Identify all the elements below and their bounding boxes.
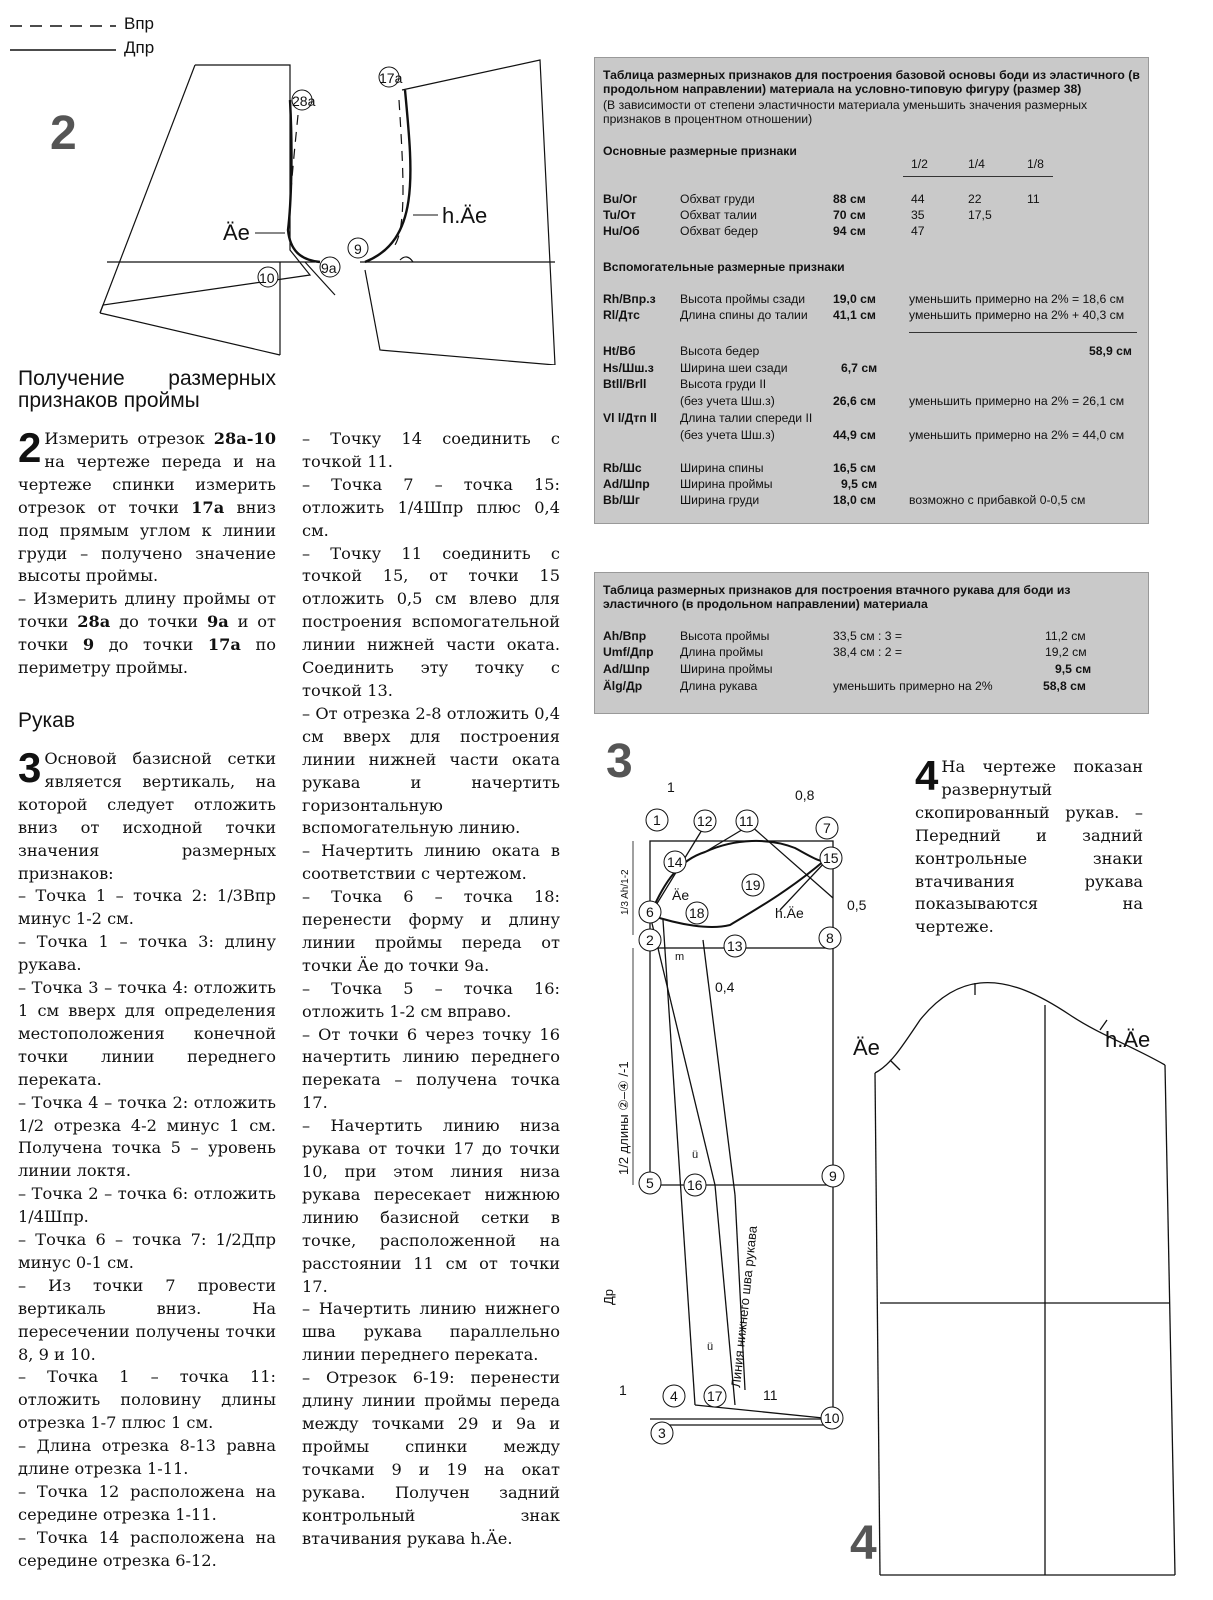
step-m11: – Отрезок 6-19: перенести длину линии проймы переда между точками 29 и 9a и проймы спинки между точками 9 и 19 на окат рукава. Получен задний контрольный знак втачивания рукава h.Äe. [302, 1368, 560, 1548]
svg-text:11: 11 [763, 1387, 778, 1403]
fig2-label-17a: 17a [379, 70, 403, 86]
legend-vpr: Впр [124, 14, 154, 33]
para-2b: – Измерить длину проймы от точки 28a до точки 9a и от точки 9 до точки 17a по периметру проймы. [18, 589, 276, 678]
svg-text:1: 1 [619, 1382, 627, 1398]
figure-2-number: 2 [50, 107, 77, 160]
step-l9: – Длина отрезка 8-13 равна длине отрезка 1-11. [18, 1436, 276, 1479]
svg-text:3: 3 [658, 1425, 666, 1441]
step-m9: – Начертить линию низа рукава от точки 17 до точки 10, при этом линия низа рукава пересекает нижнюю линию базисной сетки в точке, расположенной на расстоянии 11 см от точки 17. [302, 1116, 560, 1296]
svg-text:1: 1 [653, 812, 661, 828]
svg-text:10: 10 [824, 1410, 840, 1426]
para-4-initial: 4 [915, 752, 939, 799]
svg-text:19: 19 [745, 877, 761, 893]
fig4-label-ae: Äe [853, 1035, 880, 1060]
svg-text:Äe: Äe [672, 887, 690, 903]
svg-text:17: 17 [707, 1388, 723, 1404]
step-l11: – Точка 14 расположена на середине отрезка 6-12. [18, 1527, 276, 1570]
step-l6: – Точка 6 – точка 7: 1/2Дпр минус 0-1 см. [18, 1230, 276, 1272]
fig2-label-9a: 9a [321, 260, 337, 276]
table1-title: Таблица размерных признаков для построения базовой основы боди из эластичного (в продольном направлении) материала на условно-типовую фигуру (размер 38) [603, 68, 1140, 96]
heading-sleeve: Рукав [18, 709, 75, 732]
para-3-initial: 3 [18, 744, 42, 791]
svg-text:15: 15 [823, 850, 839, 866]
para-2: 2 Измерить отрезок 28a-10 на чертеже переда и на чертеже спинки измерить отрезок от точки 17a вниз под прямым углом к линии груди – получено значение высоты проймы. [18, 424, 276, 586]
figure-2-drawing [95, 55, 565, 365]
step-l10: – Точка 12 расположена на середине отрезка 1-11. [18, 1482, 276, 1524]
figure-4-drawing [845, 975, 1205, 1595]
step-m1: – Точку 14 соединить с точкой 11. [302, 429, 560, 471]
fig2-label-10: 10 [259, 270, 275, 286]
svg-text:1/3 Ah/1-2: 1/3 Ah/1-2 [620, 869, 631, 915]
table-sleeve-measurements: Таблица размерных признаков для построения втачного рукава для боди из эластичного (в продольном направлении) материала Ah/Впр Высота проймы 33,5 см : 3 = 11,2 см Umf/Дпр Длина проймы 38,4 см : 2 = 19,2 см Ad/Шпр Ширина проймы 9,5 см Älg/Др Длина рукава уменьшить примерно на 2% 58,8 см [594, 572, 1149, 714]
figure-3-number: 3 [606, 735, 633, 788]
legend-dpr: Дпр [124, 38, 155, 57]
svg-text:4: 4 [670, 1388, 678, 1404]
table1-main-head: Основные размерные признаки [603, 144, 797, 158]
svg-text:8: 8 [826, 930, 834, 946]
svg-text:13: 13 [727, 938, 743, 954]
step-m8: – От точки 6 через точку 16 начертить линию переднего переката – получена точка 17. [302, 1024, 560, 1113]
svg-text:0,5: 0,5 [847, 897, 867, 913]
middle-column-text [302, 428, 560, 1550]
step-l3: – Точка 3 – точка 4: отложить 1 см вверх для определения местоположения конечной точки линии переднего переката. [18, 978, 276, 1089]
svg-text:7: 7 [823, 820, 831, 836]
svg-text:9: 9 [829, 1168, 837, 1184]
svg-text:6: 6 [646, 904, 654, 920]
svg-text:m: m [675, 951, 685, 963]
step-m3: – Точку 11 соединить с точкой 15, от точки 15 отложить 0,5 см влево для построения вспомогательной линии нижней части оката. Соединить эту точку с точкой 13. [302, 543, 560, 700]
figure-4-text: 4 На чертеже показан развернутый скопированный рукав. – Передний и задний контрольные знаки втачивания рукава показываются на чертеже. [915, 752, 1143, 937]
svg-text:Линия нижнего шва рукава: Линия нижнего шва рукава [728, 1225, 760, 1389]
left-column-text [18, 424, 276, 680]
svg-text:1/2 длины ②–④ /-1: 1/2 длины ②–④ /-1 [616, 1061, 631, 1175]
svg-text:1: 1 [667, 780, 675, 795]
figure-4-number: 4 [850, 1517, 877, 1570]
svg-text:16: 16 [687, 1177, 703, 1193]
svg-text:11: 11 [739, 813, 754, 829]
svg-text:2: 2 [646, 932, 654, 948]
svg-text:14: 14 [667, 854, 683, 870]
legend-lines [8, 12, 118, 58]
step-l4: – Точка 4 – точка 2: отложить 1/2 отрезка 4-2 минус 1 см. Получена точка 5 – уровень линии локтя. [18, 1092, 276, 1181]
para-3: 3 Основой базисной сетки является вертикаль, на которой следует отложить вниз от исходной точки значения размерных признаков: [18, 744, 276, 883]
svg-text:0,4: 0,4 [715, 979, 735, 995]
step-l8: – Точка 1 – точка 11: отложить половину длины отрезка 1-7 плюс 1 см. [18, 1367, 276, 1433]
svg-text:ü: ü [707, 1341, 714, 1353]
step-m6: – Точка 6 – точка 18: перенести форму и длину линии проймы переда от точки Äe до точки 9a. [302, 887, 560, 975]
step-m7: – Точка 5 – точка 16: отложить 1-2 см вправо. [302, 978, 560, 1021]
heading-armhole: Получение размерных признаков проймы [18, 367, 276, 412]
step-l7: – Из точки 7 провести вертикаль вниз. На пересечении получены точки 8, 9 и 10. [18, 1275, 276, 1364]
step-m5: – Начертить линию оката в соответствии с чертежом. [302, 841, 560, 884]
fig2-label-28a: 28a [292, 93, 316, 109]
svg-text:ü: ü [692, 1149, 699, 1161]
step-m10: – Начертить линию нижнего шва рукава параллельно линии переднего переката. [302, 1299, 560, 1365]
step-l1: – Точка 1 – точка 2: 1/3Впр минус 1-2 см. [18, 886, 276, 929]
table1-aux-head: Вспомогательные размерные признаки [603, 260, 845, 274]
step-l2: – Точка 1 – точка 3: длину рукава. [18, 932, 276, 975]
svg-text:18: 18 [689, 905, 705, 921]
left-column-steps [18, 744, 276, 1573]
svg-text:Др: Др [601, 1288, 616, 1305]
para-2-initial: 2 [18, 424, 42, 471]
table2-title: Таблица размерных признаков для построения втачного рукава для боди из эластичного (в продольном направлении) материала [603, 583, 1071, 611]
svg-text:12: 12 [697, 813, 713, 829]
step-m4: – От отрезка 2-8 отложить 0,4 см вверх для построения линии нижней части оката рукава и начертить горизонтальную вспомогательную линию. [302, 703, 560, 838]
fig2-label-ae: Äe [223, 220, 250, 245]
step-l5: – Точка 2 – точка 6: отложить 1/4Шпр. [18, 1184, 276, 1227]
fig4-label-hae: h.Äe [1105, 1027, 1151, 1052]
fig2-label-9: 9 [354, 241, 362, 257]
svg-text:0,8: 0,8 [795, 787, 815, 803]
step-m2: – Точка 7 – точка 15: отложить 1/4Шпр плюс 0,4 см. [302, 474, 560, 540]
table1-note: (В зависимости от степени эластичности материала уменьшить значения размерных признаков в процентном отношении) [603, 98, 1088, 126]
svg-text:5: 5 [646, 1175, 654, 1191]
table-bodice-measurements: Таблица размерных признаков для построения базовой основы боди из эластичного (в продольном направлении) материала на условно-типовую фигуру (размер 38) (В зависимости от степени эластичности материала уменьшить значения размерных признаков в процентном отношении) Основные размерные признаки 1/2 1/4 1/8 Bu/Ог Обхват груди 88 см 44 22 11 Tu/От Обхват талии 70 см 35 17,5 Hu/Об Обхват бедер 94 см 47 Вспомогательные размерные признаки Rh/Впр.з Высота проймы сзади 19,0 см уменьшить примерно на 2% = 18,6 см Rl/Дтс Длина спины до талии 41,1 см уменьшить примерно на 2% + 40,3 см Ht/Вб Высота бедер 58,9 см Hs/Шш.з Ширина шеи сзади 6,7 см Btll/Brll Высота груди II (без учета Шш.з) 26,6 см уменьшить примерно на 2% = 26,1 см Vl l/Дтп ll Длина талии спереди II (без учета Шш.з) 44,9 см уменьшить примерно на 2% = 44,0 см Rb/Шс Ширина спины 16,5 см Ad/Шпр Ширина проймы 9,5 см Bb/Шг Ширина груди 18,0 см возможно с прибавкой 0-0,5 см [594, 57, 1149, 524]
fig2-label-hae: h.Äe [442, 203, 488, 228]
svg-text:h.Äe: h.Äe [775, 905, 804, 921]
